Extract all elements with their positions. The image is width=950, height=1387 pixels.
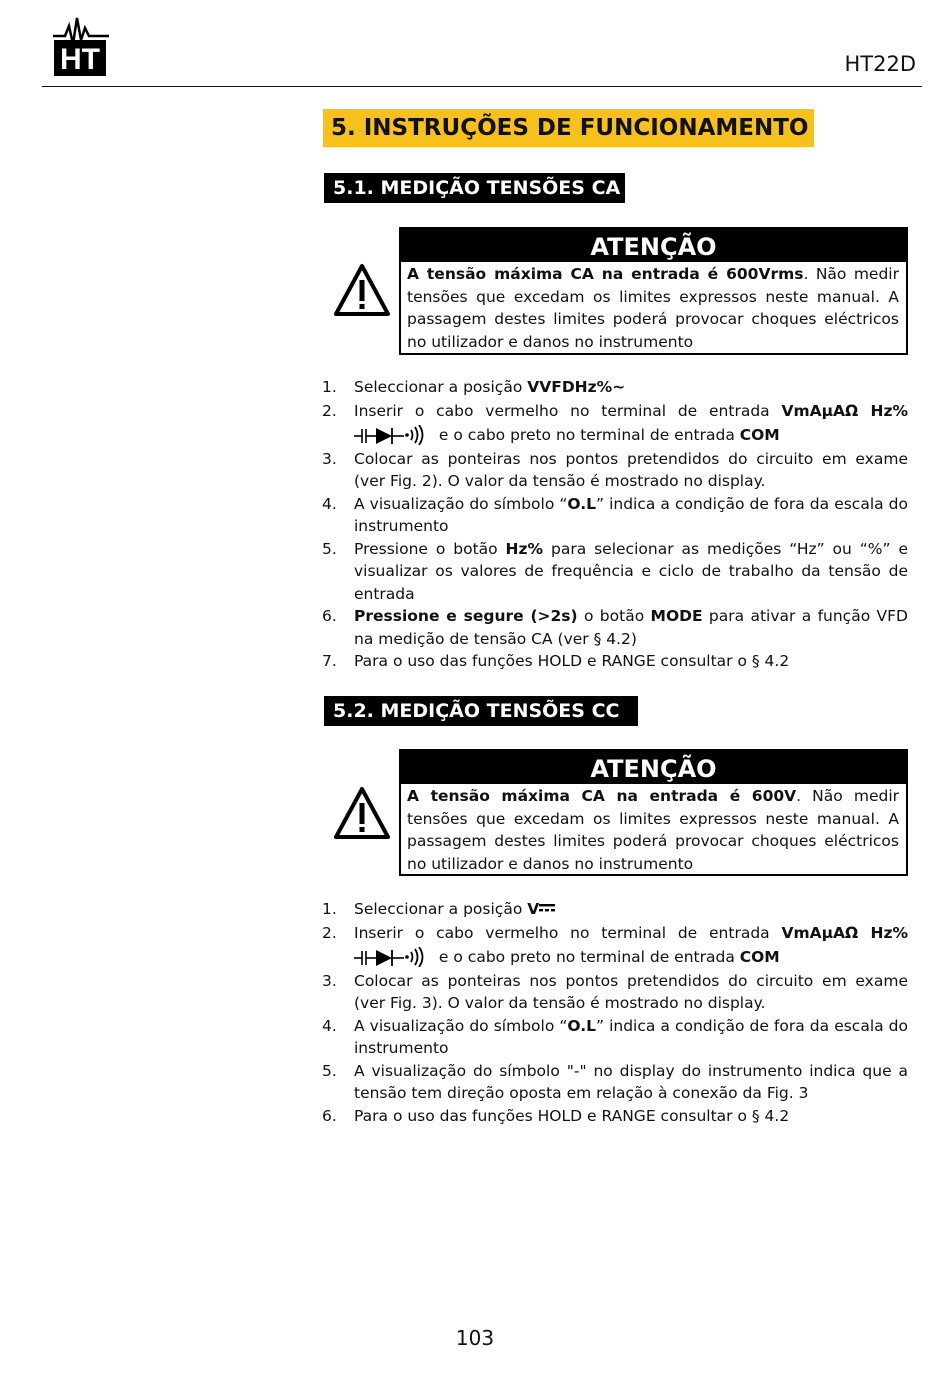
warning-title: ATENÇÃO — [401, 229, 906, 262]
model-name: HT22D — [844, 52, 916, 76]
svg-text:HT: HT — [60, 43, 100, 76]
list-item: 3. Colocar as ponteiras nos pontos pretendidos do circuito em exame (ver Fig. 2). O valor da tensão é mostrado no display. — [322, 449, 908, 490]
section-title: 5. INSTRUÇÕES DE FUNCIONAMENTO — [323, 109, 814, 147]
list-item: 1. Seleccionar a posição VVFDHz%~ — [322, 378, 626, 396]
warning-title: ATENÇÃO — [401, 751, 906, 784]
warning-text: A tensão máxima CA na entrada é 600Vrms. Não medir tensões que excedam os limites expressos neste manual. A passagem destes limites poderá provocar choques eléctricos no utilizador e danos no instrumento — [407, 265, 899, 351]
subsection-title-cc: 5.2. MEDIÇÃO TENSÕES CC — [324, 696, 638, 726]
warning-box-ca — [399, 227, 908, 355]
list-item: 4. A visualização do símbolo “O.L” indica a condição de fora da escala do instrumento — [322, 1016, 908, 1057]
list-item: 6. Pressione e segure (>2s) o botão MODE para ativar a função VFD na medição de tensão CA (ver § 4.2) — [322, 607, 908, 648]
header-divider — [42, 86, 922, 87]
dc-symbol-icon — [539, 901, 555, 915]
list-item: 2. Inserir o cabo vermelho no terminal de entrada VmAµAΩ Hz% e o cabo preto no terminal de entrada COM — [322, 401, 909, 444]
subsection-title-ca: 5.1. MEDIÇÃO TENSÕES CA — [324, 173, 625, 203]
warning-triangle-icon — [333, 786, 391, 840]
diode-continuity-icon — [354, 425, 434, 445]
list-item: 2. Inserir o cabo vermelho no terminal de entrada VmAµAΩ Hz% e o cabo preto no terminal de entrada COM — [322, 923, 909, 966]
list-item: 3. Colocar as ponteiras nos pontos pretendidos do circuito em exame (ver Fig. 3). O valor da tensão é mostrado no display. — [322, 971, 908, 1012]
list-item: 1. Seleccionar a posição V — [322, 898, 908, 921]
steps-list-ca — [322, 376, 908, 673]
page-number: 103 — [455, 1326, 495, 1350]
steps-list-cc — [322, 898, 908, 1127]
list-item: 5. A visualização do símbolo "-" no display do instrumento indica que a tensão tem direção oposta em relação à conexão da Fig. 3 — [322, 1061, 908, 1102]
warning-triangle-icon — [333, 263, 391, 317]
list-item: 5. Pressione o botão Hz% para selecionar as medições “Hz” ou “%” e visualizar os valores de frequência e ciclo de trabalho da tensão de entrada — [322, 539, 909, 603]
ht-logo — [51, 8, 111, 78]
warning-box-cc — [399, 749, 908, 876]
diode-continuity-icon — [354, 947, 434, 967]
list-item: 6. Para o uso das funções HOLD e RANGE consultar o § 4.2 — [322, 1106, 790, 1125]
list-item: 7. Para o uso das funções HOLD e RANGE consultar o § 4.2 — [322, 652, 790, 670]
list-item: 4. A visualização do símbolo “O.L” indica a condição de fora da escala do instrumento — [322, 494, 908, 535]
warning-text: A tensão máxima CA na entrada é 600V. Não medir tensões que excedam os limites expressos neste manual. A passagem destes limites poderá provocar choques eléctricos no utilizador e danos no instrumento — [407, 787, 899, 873]
